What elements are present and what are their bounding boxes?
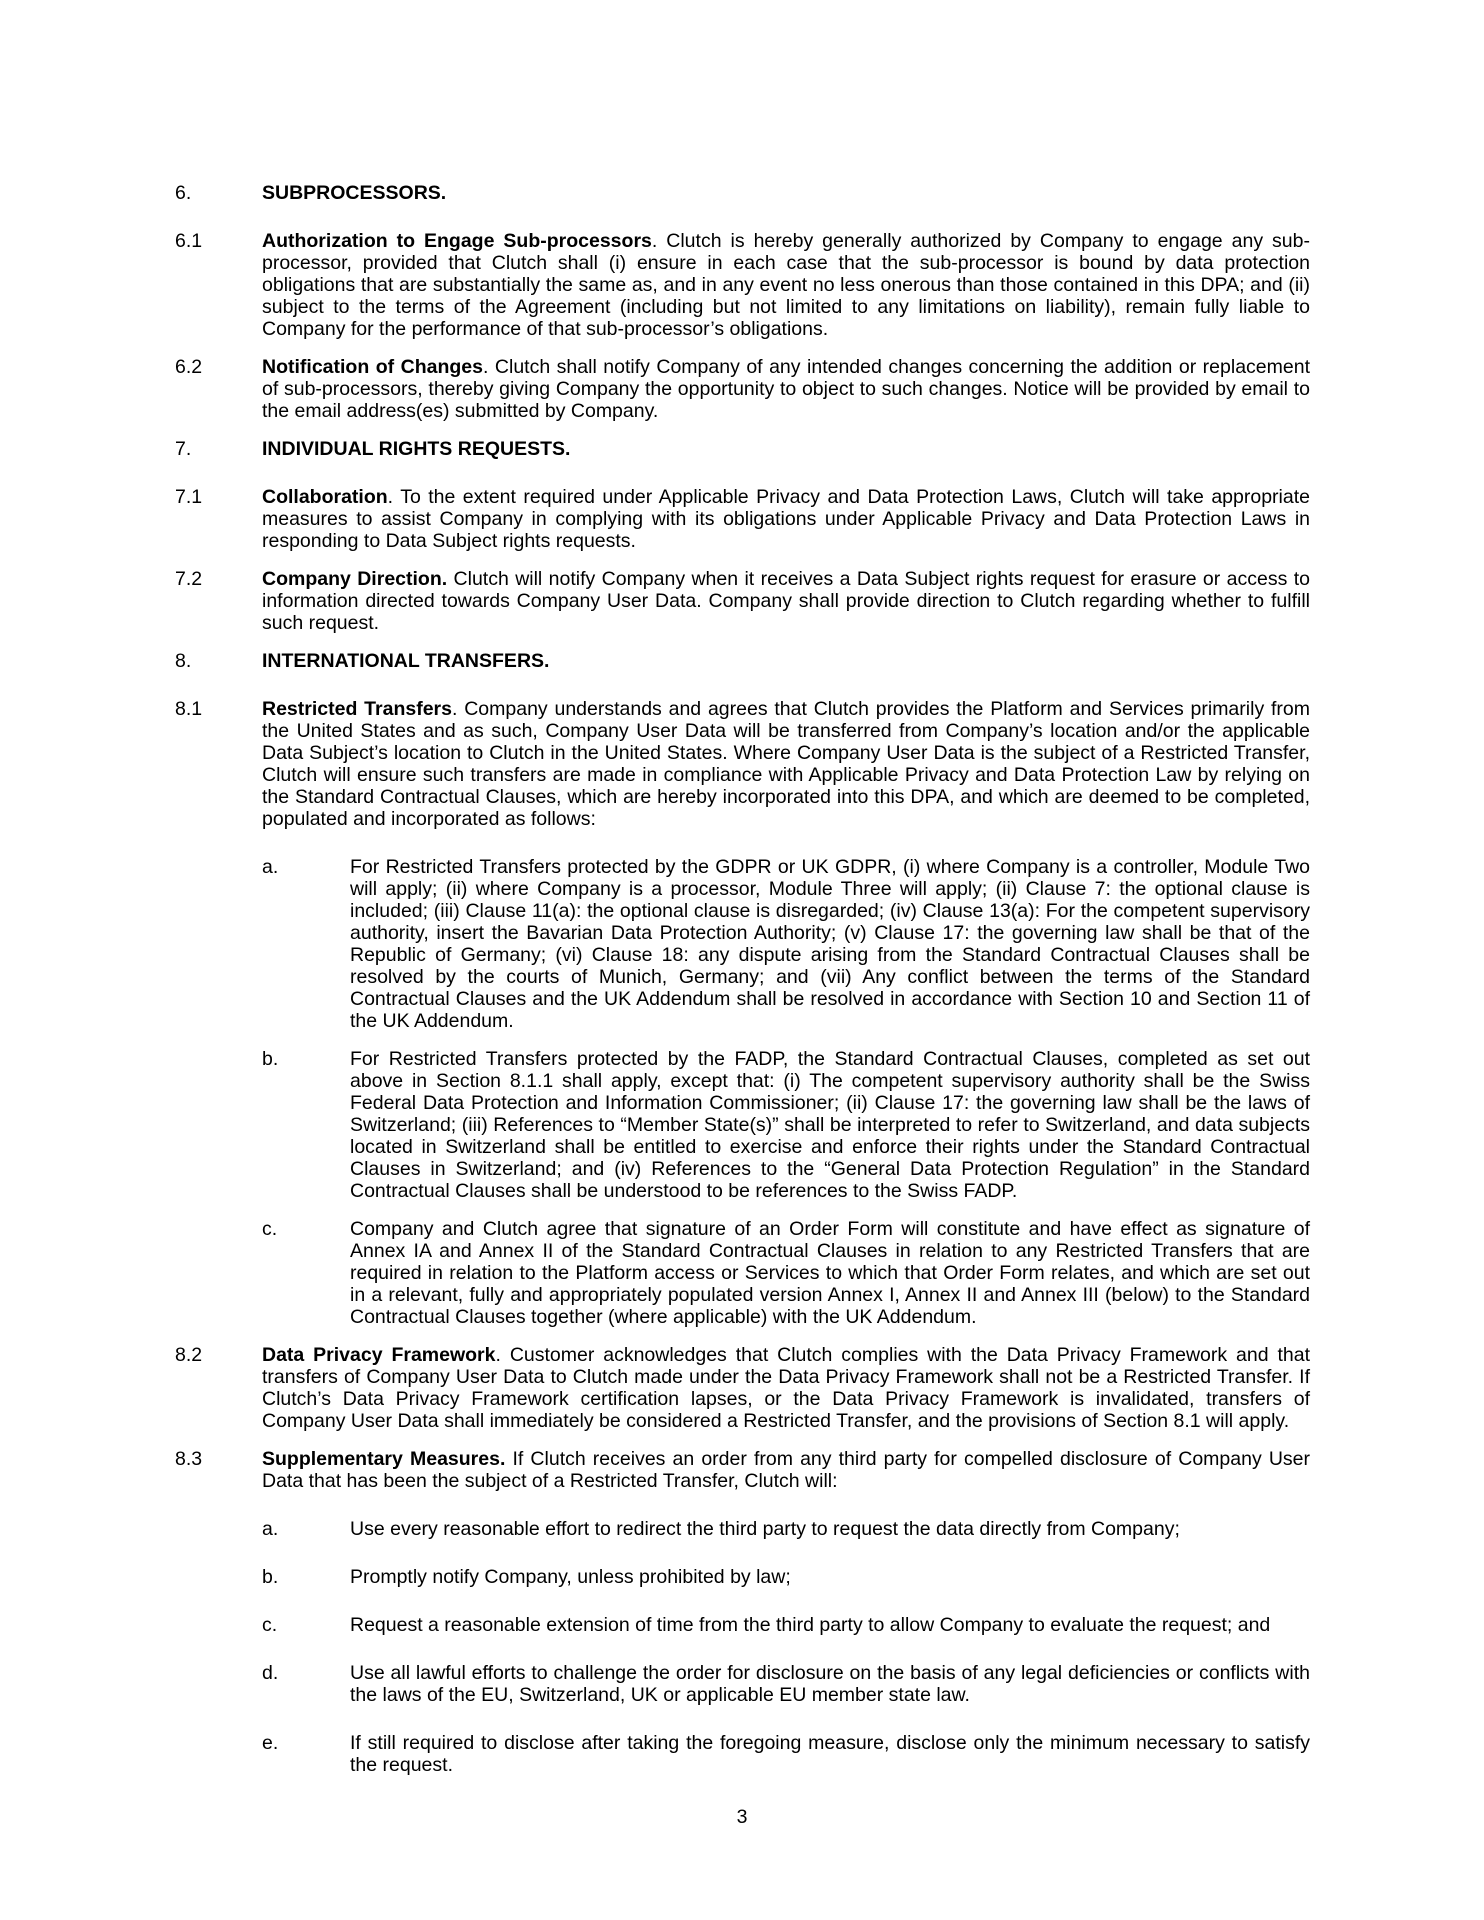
clause-lead: Collaboration [262, 486, 388, 508]
clause-body: If Clutch receives an order from any third party for compelled disclosure of Company User Data that has been the subject of a Restricted Transfer, Clutch will: [262, 1448, 1310, 1492]
list-item-8-3-b [262, 1566, 1310, 1588]
list-item-text: For Restricted Transfers protected by the FADP, the Standard Contractual Clauses, completed as set out above in Section 8.1.1 shall apply, except that: (i) The competent supervisory authority shall be the Swiss Federal Data Protection and Information Commissioner; (ii) Clause 17: the governing law shall be the laws of Switzerland; (iii) References to “Member State(s)” shall be interpreted to refer to Switzerland, and data subjects located in Switzerland shall be entitled to exercise and enforce their rights under the Standard Contractual Clauses in Switzerland; and (iv) References to the “General Data Protection Regulation” in the Standard Contractual Clauses shall be understood to be references to the Swiss FADP. [350, 1048, 1310, 1202]
list-item-8-1-a [262, 856, 1310, 1032]
clause-body: . Clutch shall notify Company of any intended changes concerning the addition or replacement of sub-processors, thereby giving Company the opportunity to object to such changes. Notice will be provided by email to the email address(es) submitted by Company. [262, 356, 1310, 422]
clause-text [262, 486, 1310, 552]
section-number: 6. [175, 182, 192, 204]
clause-8-1 [175, 698, 1310, 830]
clause-7-2 [175, 568, 1310, 634]
list-item-8-3-a [262, 1518, 1310, 1540]
list-item-8-1-c [262, 1218, 1310, 1328]
section-heading-8 [175, 650, 1310, 672]
clause-number: 7.2 [175, 568, 203, 590]
clause-number: 6.2 [175, 356, 203, 378]
section-number: 7. [175, 438, 192, 460]
section-number: 8. [175, 650, 192, 672]
clause-number: 7.1 [175, 486, 203, 508]
section-heading-text: SUBPROCESSORS. [262, 182, 447, 204]
section-heading-6 [175, 182, 1310, 204]
list-item-letter: d. [262, 1662, 279, 1684]
clause-body: Clutch will notify Company when it receives a Data Subject rights request for erasure or access to information directed towards Company User Data. Company shall provide direction to Clutch regarding whether to fulfill such request. [262, 568, 1310, 634]
clause-lead: Authorization to Engage Sub-processors [262, 230, 652, 252]
clause-lead: Supplementary Measures. [262, 1448, 506, 1470]
list-item-letter: c. [262, 1614, 278, 1636]
clause-body: . Customer acknowledges that Clutch complies with the Data Privacy Framework and that transfers of Company User Data to Clutch made under the Data Privacy Framework shall not be a Restricted Transfer. If Clutch’s Data Privacy Framework certification lapses, or the Data Privacy Framework is invalidated, transfers of Company User Data shall immediately be considered a Restricted Transfer, and the provisions of Section 8.1 will apply. [262, 1344, 1310, 1432]
list-item-8-1-b [262, 1048, 1310, 1202]
list-item-letter: b. [262, 1566, 279, 1588]
clause-number: 8.3 [175, 1448, 203, 1470]
list-item-text: If still required to disclose after taking the foregoing measure, disclose only the minimum necessary to satisfy the request. [350, 1732, 1310, 1776]
clause-number: 8.2 [175, 1344, 203, 1366]
clause-lead: Data Privacy Framework [262, 1344, 496, 1366]
list-item-letter: b. [262, 1048, 279, 1070]
clause-text [262, 698, 1310, 830]
page-number: 3 [736, 1806, 748, 1828]
section-heading-text: INDIVIDUAL RIGHTS REQUESTS. [262, 438, 571, 460]
list-item-text: Use every reasonable effort to redirect the third party to request the data directly from Company; [350, 1518, 1180, 1540]
list-item-8-3-e [262, 1732, 1310, 1776]
clause-text [262, 1344, 1310, 1432]
clause-lead: Notification of Changes [262, 356, 483, 378]
list-item-text: Request a reasonable extension of time from the third party to allow Company to evaluate the request; and [350, 1614, 1271, 1636]
clause-lead: Restricted Transfers [262, 698, 452, 720]
clause-text [262, 230, 1310, 340]
clause-7-1 [175, 486, 1310, 552]
list-item-text: Company and Clutch agree that signature of an Order Form will constitute and have effect as signature of Annex IA and Annex II of the Standard Contractual Clauses in relation to any Restricted Transfers that are required in relation to the Platform access or Services to which that Order Form relates, and which are set out in a relevant, fully and appropriately populated version Annex I, Annex II and Annex III (below) to the Standard Contractual Clauses together (where applicable) with the UK Addendum. [350, 1218, 1310, 1328]
document-content [175, 182, 1310, 1776]
clause-text [262, 356, 1310, 422]
section-heading-text: INTERNATIONAL TRANSFERS. [262, 650, 550, 672]
list-item-letter: e. [262, 1732, 279, 1754]
list-item-text: Use all lawful efforts to challenge the order for disclosure on the basis of any legal deficiencies or conflicts with the laws of the EU, Switzerland, UK or applicable EU member state law. [350, 1662, 1310, 1706]
list-item-letter: c. [262, 1218, 278, 1240]
clause-8-3 [175, 1448, 1310, 1492]
list-item-8-3-d [262, 1662, 1310, 1706]
clause-number: 8.1 [175, 698, 203, 720]
list-item-letter: a. [262, 1518, 279, 1540]
clause-body: . Clutch is hereby generally authorized by Company to engage any sub-processor, provided that Clutch shall (i) ensure in each case that the sub-processor is bound by data protection obligations that are substantially the same as, and in any event no less onerous than those contained in this DPA; and (ii) subject to the terms of the Agreement (including but not limited to any limitations on liability), remain fully liable to Company for the performance of that sub-processor’s obligations. [262, 230, 1310, 340]
list-item-letter: a. [262, 856, 279, 878]
clause-6-2 [175, 356, 1310, 422]
clause-text [262, 568, 1310, 634]
list-item-8-3-c [262, 1614, 1310, 1636]
clause-6-1 [175, 230, 1310, 340]
list-item-text: For Restricted Transfers protected by the GDPR or UK GDPR, (i) where Company is a controller, Module Two will apply; (ii) where Company is a processor, Module Three will apply; (ii) Clause 7: the optional clause is included; (iii) Clause 11(a): the optional clause is disregarded; (iv) Clause 13(a): For the competent supervisory authority, insert the Bavarian Data Protection Authority; (v) Clause 17: the governing law shall be that of the Republic of Germany; (vi) Clause 18: any dispute arising from the Standard Contractual Clauses shall be resolved by the courts of Munich, Germany; and (vii) Any conflict between the terms of the Standard Contractual Clauses and the UK Addendum shall be resolved in accordance with Section 10 and Section 11 of the UK Addendum. [350, 856, 1310, 1032]
clause-text [262, 1448, 1310, 1492]
list-item-text: Promptly notify Company, unless prohibited by law; [350, 1566, 791, 1588]
clause-body: . To the extent required under Applicable Privacy and Data Protection Laws, Clutch will take appropriate measures to assist Company in complying with its obligations under Applicable Privacy and Data Protection Laws in responding to Data Subject rights requests. [262, 486, 1310, 552]
clause-number: 6.1 [175, 230, 203, 252]
clause-body: . Company understands and agrees that Clutch provides the Platform and Services primarily from the United States and as such, Company User Data will be transferred from Company’s location and/or the applicable Data Subject’s location to Clutch in the United States. Where Company User Data is the subject of a Restricted Transfer, Clutch will ensure such transfers are made in compliance with Applicable Privacy and Data Protection Law by relying on the Standard Contractual Clauses, which are hereby incorporated into this DPA, and which are deemed to be completed, populated and incorporated as follows: [262, 698, 1310, 830]
clause-lead: Company Direction. [262, 568, 448, 590]
clause-8-2 [175, 1344, 1310, 1432]
section-heading-7 [175, 438, 1310, 460]
